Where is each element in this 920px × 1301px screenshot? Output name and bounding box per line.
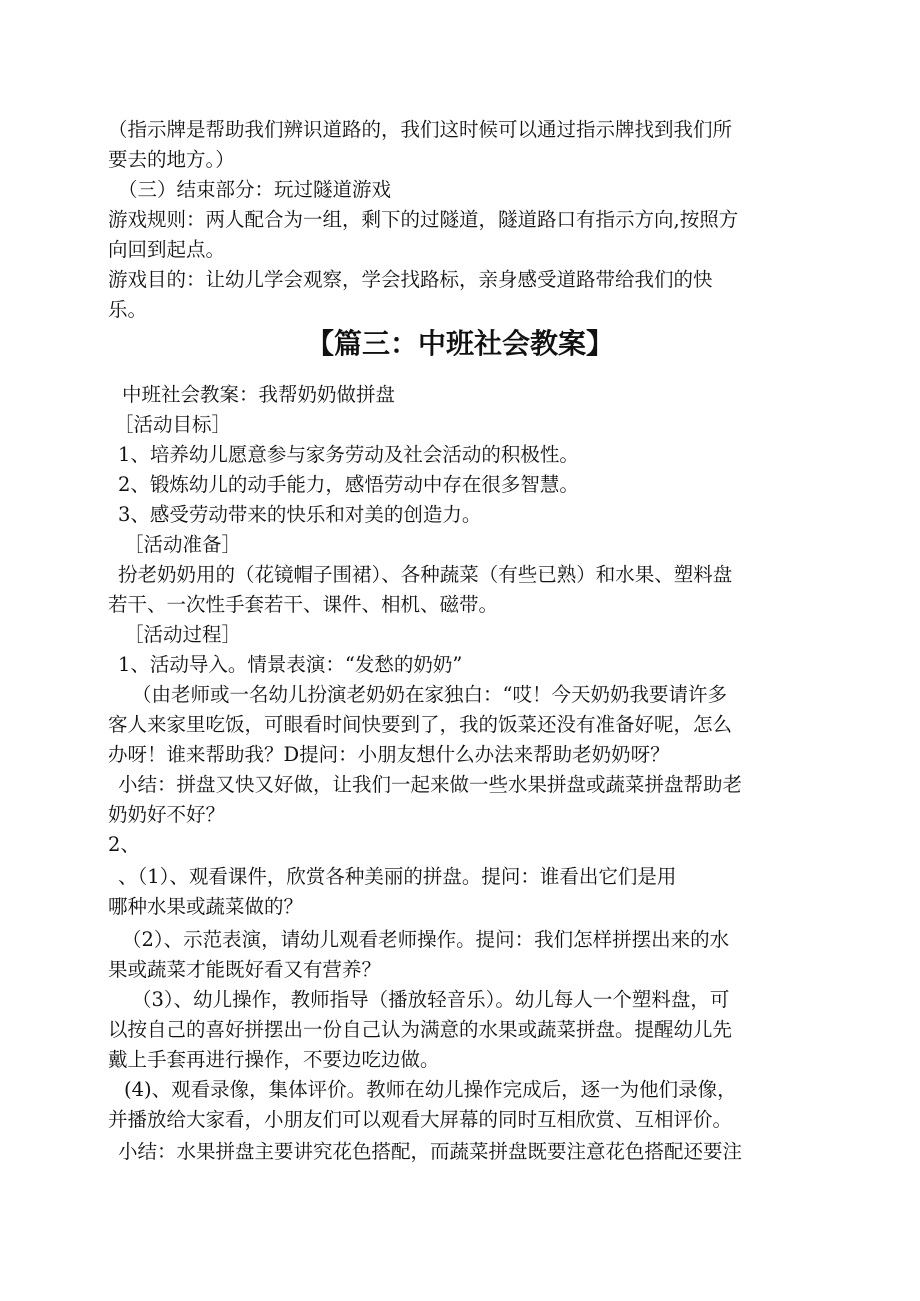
text-line: ［活动目标］ (114, 413, 232, 436)
section-title: 【篇三：中班社会教案】 (305, 327, 614, 360)
text-line: 游戏规则：两人配合为一组，剩下的过隧道，隧道路口有指示方向,按照方 (108, 208, 739, 231)
text-line: 游戏目的：让幼儿学会观察，学会找路标，亲身感受道路带给我们的快 (108, 268, 713, 291)
text-line: 小结：拼盘又快又好做，让我们一起来做一些水果拼盘或蔬菜拼盘帮助老 (118, 773, 743, 796)
text-line: （由老师或一名幼儿扮演老奶奶在家独白：“哎！今天奶奶我要请许多 (132, 683, 727, 706)
text-line: 向回到起点。 (108, 238, 226, 261)
text-line: 若干、一次性手套若干、课件、相机、磁带。 (108, 593, 499, 616)
text-line: 奶奶好不好？ (108, 803, 226, 826)
text-line: 戴上手套再进行操作，不要边吃边做。 (108, 1048, 440, 1071)
text-line: (4)、观看录像，集体评价。教师在幼儿操作完成后，逐一为他们录像， (124, 1078, 737, 1101)
text-line: 办呀！谁来帮助我？D提问：小朋友想什么办法来帮助老奶奶呀？ (108, 743, 670, 766)
list-item: 1、培养幼儿愿意参与家务劳动及社会活动的积极性。 (118, 443, 579, 466)
text-line: 扮老奶奶用的（花镜帽子围裙）、各种蔬菜（有些已熟）和水果、塑料盘 (118, 563, 733, 586)
text-line: （3）、幼儿操作，教师指导（播放轻音乐）。幼儿每人一个塑料盘，可 (132, 988, 730, 1011)
text-line: 1、活动导入。情景表演：“发愁的奶奶” (118, 653, 463, 676)
text-line: （2）、示范表演，请幼儿观看老师操作。提问：我们怎样拼摆出来的水 (122, 928, 730, 951)
text-line: 乐。 (108, 298, 148, 321)
text-line: 以按自己的喜好拼摆出一份自己认为满意的水果或蔬菜拼盘。提醒幼儿先 (108, 1018, 733, 1041)
text-line: 要去的地方。） (108, 148, 235, 171)
text-line: 并播放给大家看，小朋友们可以观看大屏幕的同时互相欣赏、互相评价。 (108, 1108, 733, 1131)
text-line: 哪种水果或蔬菜做的？ (108, 895, 304, 918)
text-line: 、（1）、观看课件，欣赏各种美丽的拼盘。提问：谁看出它们是用 (118, 865, 677, 888)
text-line: （三）结束部分：玩过隧道游戏 (118, 178, 392, 201)
text-line: 客人来家里吃饭，可眼看时间快要到了，我的饭菜还没有准备好呢，怎么 (108, 713, 733, 736)
text-line: 果或蔬菜才能既好看又有营养？ (108, 958, 382, 981)
text-line: ［活动过程］ (124, 623, 242, 646)
list-item: 3、感受劳动带来的快乐和对美的创造力。 (118, 503, 482, 526)
list-item: 2、锻炼幼儿的动手能力，感悟劳动中存在很多智慧。 (118, 473, 579, 496)
text-line: ［活动准备］ (124, 533, 242, 556)
text-line: 小结：水果拼盘主要讲究花色搭配，而蔬菜拼盘既要注意花色搭配还要注 (118, 1140, 743, 1163)
text-line: 中班社会教案：我帮奶奶做拼盘 (122, 383, 396, 406)
text-line: （指示牌是帮助我们辨识道路的，我们这时候可以通过指示牌找到我们所 (108, 118, 733, 141)
text-line: 2、 (108, 833, 140, 856)
